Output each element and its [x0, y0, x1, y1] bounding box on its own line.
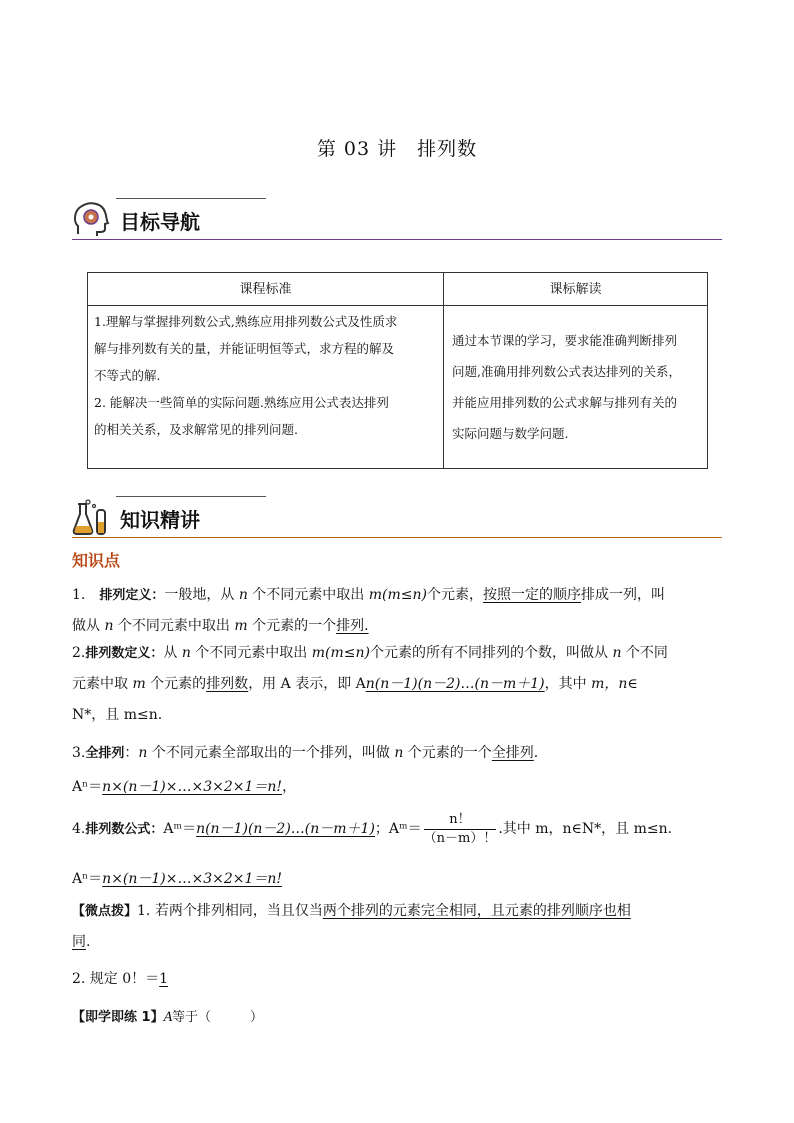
standard-line: 1.理解与掌握排列数公式,熟练应用排列数公式及性质求	[94, 314, 398, 329]
text: 1. 若两个排列相同，当且仅当	[137, 903, 323, 919]
math-var: n	[238, 587, 248, 603]
underlined-answer: 全排列	[491, 745, 534, 761]
interpretation-line: 通过本节课的学习，要求能准确判断排列	[452, 333, 678, 348]
math-var: m	[234, 618, 248, 634]
text: 个元素的一个	[403, 745, 492, 761]
text: 元素中取	[72, 676, 133, 692]
text: 一般地，从	[164, 587, 239, 603]
text: 2. 规定 0！＝	[72, 971, 160, 987]
section-top-line	[116, 496, 266, 497]
text: ，	[282, 779, 297, 795]
rule-zero-factorial	[72, 964, 724, 995]
text: 做从	[72, 618, 105, 634]
math-expr: m，n	[591, 676, 628, 692]
formula-lhs: Aᵐ＝	[163, 821, 197, 837]
underlined-answer: 同	[72, 934, 86, 950]
permutation-formula	[72, 810, 724, 849]
text: 个元素的所有不同排列的个数，叫做从	[370, 645, 613, 661]
text: 等于（ ）	[171, 1010, 263, 1025]
math-var: n	[612, 645, 622, 661]
interpretation-line: 问题,准确用排列数公式表达排列的关系，	[452, 364, 681, 379]
text: .其中 m，n∈N*，且 m≤n.	[498, 821, 673, 837]
math-var: n	[138, 745, 148, 761]
formula-full-permutation	[72, 772, 724, 803]
standards-table	[87, 272, 708, 469]
standard-line: 解与排列数有关的量，并能证明恒等式，求方程的解及	[94, 341, 395, 356]
math-var: n	[181, 645, 191, 661]
section-top-line	[116, 198, 266, 199]
math-expr: m(m≤n)	[368, 587, 427, 603]
standard-line: 不等式的解.	[94, 368, 161, 383]
definition-full-permutation	[72, 738, 724, 769]
page-title: 第 03 讲 排列数	[316, 138, 478, 160]
table-cell-standard	[88, 306, 444, 469]
formula-full-permutation-2	[72, 864, 724, 895]
underlined-answer: 排列.	[336, 618, 369, 634]
standard-line: 的相关关系，及求解常见的排列问题.	[94, 422, 298, 437]
text-line	[72, 638, 724, 669]
text: ，用 A	[248, 676, 296, 692]
formula-lhs: Aⁿ＝	[72, 871, 103, 887]
text: 表示，即 A	[295, 676, 366, 692]
definition-permutation	[72, 580, 724, 642]
fraction	[424, 811, 497, 848]
text: 个不同元素全部取出的一个排列，叫做	[147, 745, 395, 761]
tip-note	[72, 896, 724, 958]
formula-lhs: Aᵐ＝	[388, 821, 422, 837]
math-expr: m(m≤n)	[311, 645, 370, 661]
underlined-formula: n×(n－1)×…×3×2×1＝n!	[102, 871, 283, 887]
term: 排列定义：	[99, 588, 165, 603]
underlined-answer: 1	[159, 971, 169, 987]
text: 个不同	[621, 645, 668, 661]
definition-permutation-number	[72, 638, 724, 731]
text-line	[72, 669, 724, 700]
term: 全排列	[85, 746, 125, 761]
text-line: N*，且 m≤n.	[72, 707, 163, 723]
brain-head-icon	[72, 200, 112, 238]
section-rule	[72, 239, 722, 240]
math-expr: A	[163, 1010, 173, 1025]
item-number: 1.	[72, 587, 100, 603]
underlined-answer: 两个排列的元素完全相同，且元素的排列顺序也相	[322, 903, 631, 919]
knowledge-point-heading: 知识点	[72, 551, 121, 570]
standard-line: 2. 能解决一些简单的实际问题.熟练应用公式表达排列	[94, 395, 389, 410]
text: 排成一列，叫	[581, 587, 665, 603]
text: 个不同元素中取出	[247, 587, 369, 603]
term: 排列数定义：	[85, 646, 164, 661]
text: 个元素的一个	[247, 618, 337, 634]
underlined-answer: 按照一定的顺序	[483, 587, 581, 603]
text: .	[533, 745, 539, 761]
exercise-1	[72, 998, 724, 1033]
text-line	[72, 580, 724, 611]
interpretation-line: 实际问题与数学问题.	[452, 426, 569, 441]
text-line	[72, 927, 724, 958]
text: ：	[124, 745, 139, 761]
underlined-formula: n(n－1)(n－2)…(n－m＋1)	[365, 676, 545, 692]
section-rule	[72, 537, 722, 538]
term: 排列数公式：	[85, 822, 164, 837]
lab-flask-icon	[72, 498, 112, 536]
text: ∈	[627, 676, 638, 692]
underlined-answer: 排列数	[206, 676, 249, 692]
table-cell-interpretation	[444, 306, 708, 469]
table-header-standard: 课程标准	[88, 273, 444, 306]
math-var: m	[132, 676, 146, 692]
section-label: 知识精讲	[120, 508, 200, 532]
item-number: 4.	[72, 821, 86, 837]
text: 个不同元素中取出	[190, 645, 312, 661]
section-header-goal	[72, 198, 722, 240]
text: 个不同元素中取出	[113, 618, 235, 634]
fraction-denominator: （n－m）！	[423, 830, 497, 846]
tip-label: 【微点拨】	[72, 904, 138, 919]
text: ，其中	[544, 676, 592, 692]
interpretation-line: 并能应用排列数的公式求解与排列有关的	[452, 395, 678, 410]
math-var: n	[104, 618, 114, 634]
exercise-label: 【即学即练 1】	[72, 1010, 164, 1025]
section-header-knowledge	[72, 496, 722, 538]
formula-lhs: Aⁿ＝	[72, 779, 103, 795]
item-number: 3.	[72, 745, 86, 761]
underlined-formula: n(n－1)(n－2)…(n－m＋1)	[196, 821, 375, 837]
section-label: 目标导航	[120, 210, 200, 234]
math-var: n	[394, 745, 404, 761]
text: 个元素的	[145, 676, 207, 692]
text-line	[72, 896, 724, 927]
text: .	[86, 934, 91, 950]
text: 个元素，	[427, 587, 483, 603]
fraction-numerator: n！	[424, 811, 497, 830]
table-header-interpretation: 课标解读	[444, 273, 708, 306]
text: ；	[374, 821, 389, 837]
underlined-formula: n×(n－1)×…×3×2×1＝n!	[102, 779, 283, 795]
item-number: 2.	[72, 645, 86, 661]
text: 从	[163, 645, 182, 661]
